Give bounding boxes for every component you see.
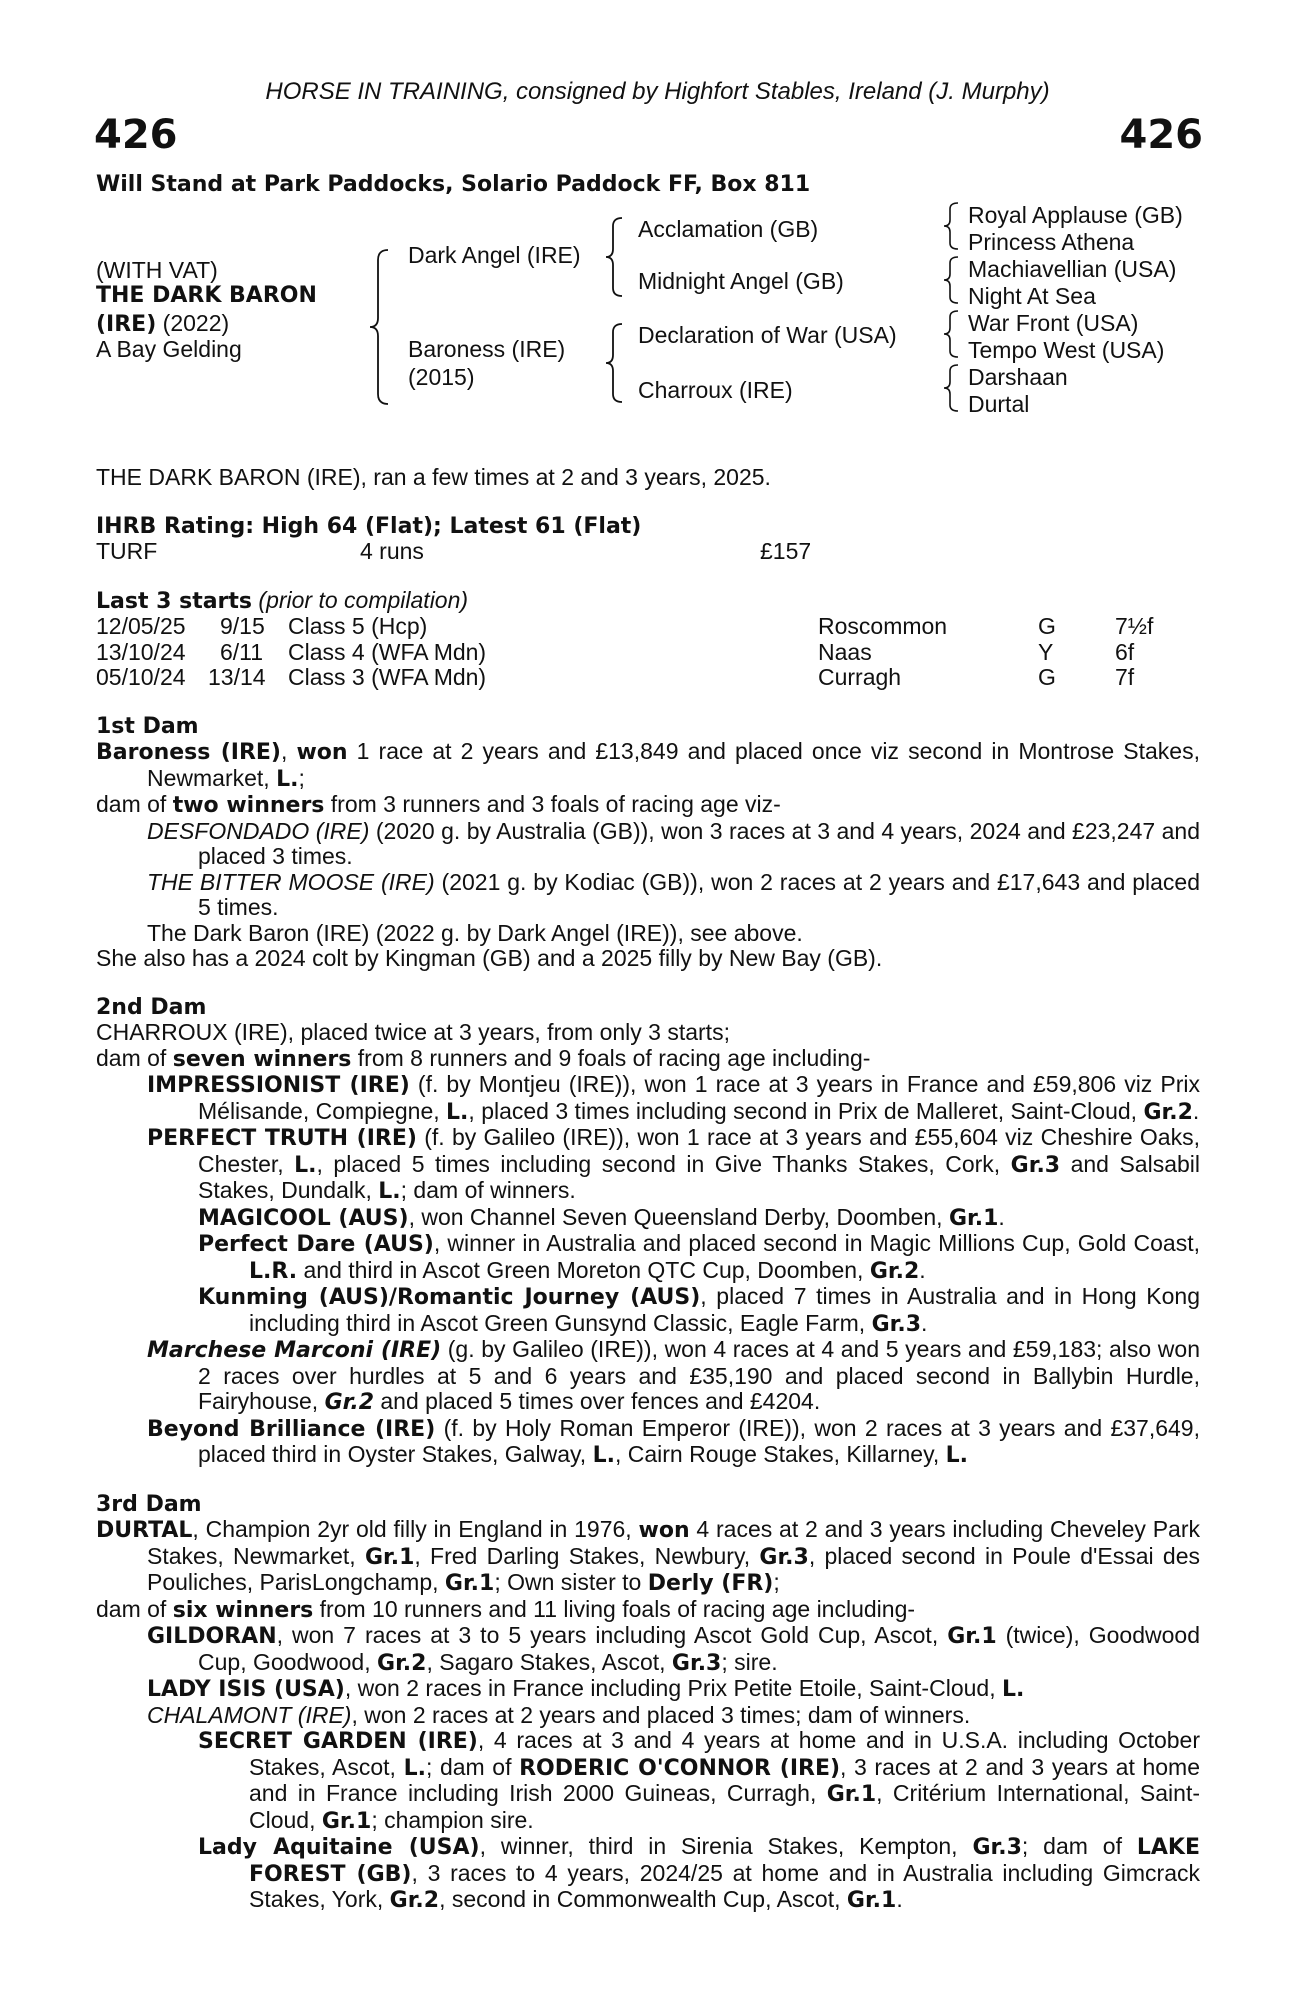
grandchild-magicool: MAGICOOL (AUS), won Channel Seven Queensland Derby, Doomben, Gr.1. [198,1203,1005,1231]
first-dam-produce-2: THE BITTER MOOSE (IRE) (2021 g. by Kodiac (GB)), won 2 races at 2 years and £17,643 and placed 5 times. [147,868,1201,920]
start-row: 12/05/25 9/15 Class 5 (Hcp) Roscommon G 7½f [96,613,1154,639]
third-dam-produce-gildoran: GILDORAN, won 7 races at 3 to 5 years including Ascot Gold Cup, Ascot, Gr.1 (twice), Goodwood Cup, Goodwood, Gr.2, Sagaro Stakes, Ascot, Gr.3; sire. [147,1622,1200,1676]
pedigree-sire: Dark Angel (IRE) [408,242,581,268]
first-dam-produce-4: She also has a 2024 colt by Kingman (GB) and a 2025 filly by New Bay (GB). [96,945,883,971]
pedigree-brace-6 [942,309,962,359]
third-dam-produce-chalamont: CHALAMONT (IRE), won 2 races at 2 years and placed 3 times; dam of winners. [147,1701,971,1728]
lot-number-right: 426 [1119,112,1203,158]
second-dam-produce-marchese-marconi: Marchese Marconi (IRE) (g. by Galileo (IRE)), won 4 races at 4 and 5 years and £59,183; also won 2 races over hurdles at 5 and 6 years and £35,190 and placed second in Ballybin Hurdle, Fairyhouse, Gr.2 and placed 5 times over fences and £4204. [147,1336,1200,1415]
pedigree-dam-year: (2015) [408,364,475,390]
pedigree-sdd: Night At Sea [968,283,1096,309]
pedigree-brace-3 [604,322,626,404]
second-dam-produce-beyond-brilliance: Beyond Brilliance (IRE) (f. by Holy Roman Emperor (IRE)), won 2 races at 3 years and £37,649, placed third in Oyster Stakes, Galway, L., Cairn Rouge Stakes, Killarney, L. [147,1414,1200,1468]
horse-description: A Bay Gelding [96,336,242,362]
pedigree-sss: Royal Applause (GB) [968,202,1183,228]
second-dam-record: CHARROUX (IRE), placed twice at 3 years, from only 3 starts; [96,1019,730,1045]
third-dam-heading: 3rd Dam [96,1491,202,1517]
pedigree-dds: Darshaan [968,364,1068,390]
third-dam-record: DURTAL, Champion 2yr old filly in England in 1976, won 4 races at 2 and 3 years including Cheveley Park Stakes, Newmarket, Gr.1, Fred Darling Stakes, Newbury, Gr.3, placed second in Poule d'Essai des Pouliches, ParisLongchamp, Gr.1; Own sister to Derly (FR); [96,1516,1201,1596]
first-dam-produce-1: DESFONDADO (IRE) (2020 g. by Australia (GB)), won 3 races at 3 and 4 years, 2024 and £23,247 and placed 3 times. [147,817,1200,869]
grandchild-secret-garden: SECRET GARDEN (IRE), 4 races at 3 and 4 years at home and in U.S.A. including October Stakes, Ascot, L.; dam of RODERIC O'CONNOR (IRE), 3 races at 2 and 3 years at home and in France including Irish 2000 Guineas, Curragh, Gr.1, Critérium International, Saint-Cloud, Gr.1; champion sire. [198,1727,1200,1834]
first-dam-record: Baroness (IRE), won 1 race at 2 years and £13,849 and placed once viz second in Montrose Stakes, Newmarket, L.; [96,738,1200,792]
last-starts-table [96,614,1200,691]
pedigree-dam-sire: Declaration of War (USA) [638,322,897,348]
pedigree-brace-7 [942,363,962,413]
third-dam-produce-lady-isis: LADY ISIS (USA), won 2 races in France including Prix Petite Etoile, Saint-Cloud, L. [147,1675,1025,1702]
pedigree-dam: Baroness (IRE) [408,336,566,362]
start-row: 05/10/24 13/14 Class 3 (WFA Mdn) Curragh G 7f [96,664,1135,690]
lot-number-left: 426 [94,112,178,158]
race-summary: THE DARK BARON (IRE), ran a few times at 2 and 3 years, 2025. [96,464,771,490]
pedigree-ddd: Durtal [968,391,1030,417]
pedigree-sire-sire: Acclamation (GB) [638,216,819,242]
rating-row: TURF 4 runs £157 [96,538,812,564]
first-dam-produce-3: The Dark Baron (IRE) (2022 g. by Dark Angel (IRE)), see above. [147,919,803,946]
stand-location: Will Stand at Park Paddocks, Solario Paddock FF, Box 811 [96,172,811,197]
third-dam-produce-summary: dam of six winners from 10 runners and 11 living foals of racing age including- [96,1595,916,1623]
start-row: 13/10/24 6/11 Class 4 (WFA Mdn) Naas Y 6f [96,638,1135,665]
second-dam-produce-summary: dam of seven winners from 8 runners and 9 foals of racing age including- [96,1044,871,1072]
grandchild-perfect-dare: Perfect Dare (AUS), winner in Australia and placed second in Magic Millions Cup, Gold Coast, L.R. and third in Ascot Green Moreton QTC Cup, Doomben, Gr.2. [198,1230,1200,1284]
pedigree-brace-1 [368,248,392,406]
horse-name: THE DARK BARON [96,283,317,308]
vat-label: (WITH VAT) [96,257,218,283]
pedigree-brace-4 [942,201,962,251]
last-starts-title: Last 3 starts (prior to compilation) [96,586,469,614]
horse-year: (IRE) (2022) [96,310,230,337]
grandchild-kunming: Kunming (AUS)/Romantic Journey (AUS), placed 7 times in Australia and in Hong Kong including third in Ascot Green Gunsynd Classic, Eagle Farm, Gr.3. [198,1283,1201,1337]
catalogue-body [96,465,1200,1914]
second-dam-produce-impressionist: IMPRESSIONIST (IRE) (f. by Montjeu (IRE)), won 1 race at 3 years in France and £59,806 viz Prix Mélisande, Compiegne, L., placed 3 times including second in Prix de Malleret, Saint-Cloud, Gr.2. [147,1071,1200,1125]
first-dam-produce-summary: dam of two winners from 3 runners and 3 foals of racing age viz- [96,791,781,818]
grandchild-lady-aquitaine: Lady Aquitaine (USA), winner, third in Sirenia Stakes, Kempton, Gr.3; dam of LAKE FOREST (GB), 3 races to 4 years, 2024/25 at home and in Australia including Gimcrack Stakes, York, Gr.2, second in Commonwealth Cup, Ascot, Gr.1. [198,1833,1200,1913]
pedigree-brace-5 [942,255,962,305]
pedigree-ssd: Princess Athena [968,229,1135,255]
rating-title: IHRB Rating: High 64 (Flat); Latest 61 (Flat) [96,513,642,539]
pedigree-dsd: Tempo West (USA) [968,337,1165,363]
pedigree-brace-2 [604,216,626,298]
pedigree-sds: Machiavellian (USA) [968,256,1177,282]
second-dam-produce-perfect-truth: PERFECT TRUTH (IRE) (f. by Galileo (IRE)), won 1 race at 3 years and £55,604 viz Cheshire Oaks, Chester, L., placed 5 times including second in Give Thanks Stakes, Cork, Gr.3 and Salsabil Stakes, Dundalk, L.; dam of winners. [147,1124,1201,1204]
pedigree-dss: War Front (USA) [968,310,1139,336]
pedigree-dam-dam: Charroux (IRE) [638,377,793,403]
pedigree-sire-dam: Midnight Angel (GB) [638,268,844,294]
first-dam-heading: 1st Dam [96,713,199,739]
consignment-header: HORSE IN TRAINING, consigned by Highfort Stables, Ireland (J. Murphy) [265,78,1050,105]
second-dam-heading: 2nd Dam [96,994,207,1020]
